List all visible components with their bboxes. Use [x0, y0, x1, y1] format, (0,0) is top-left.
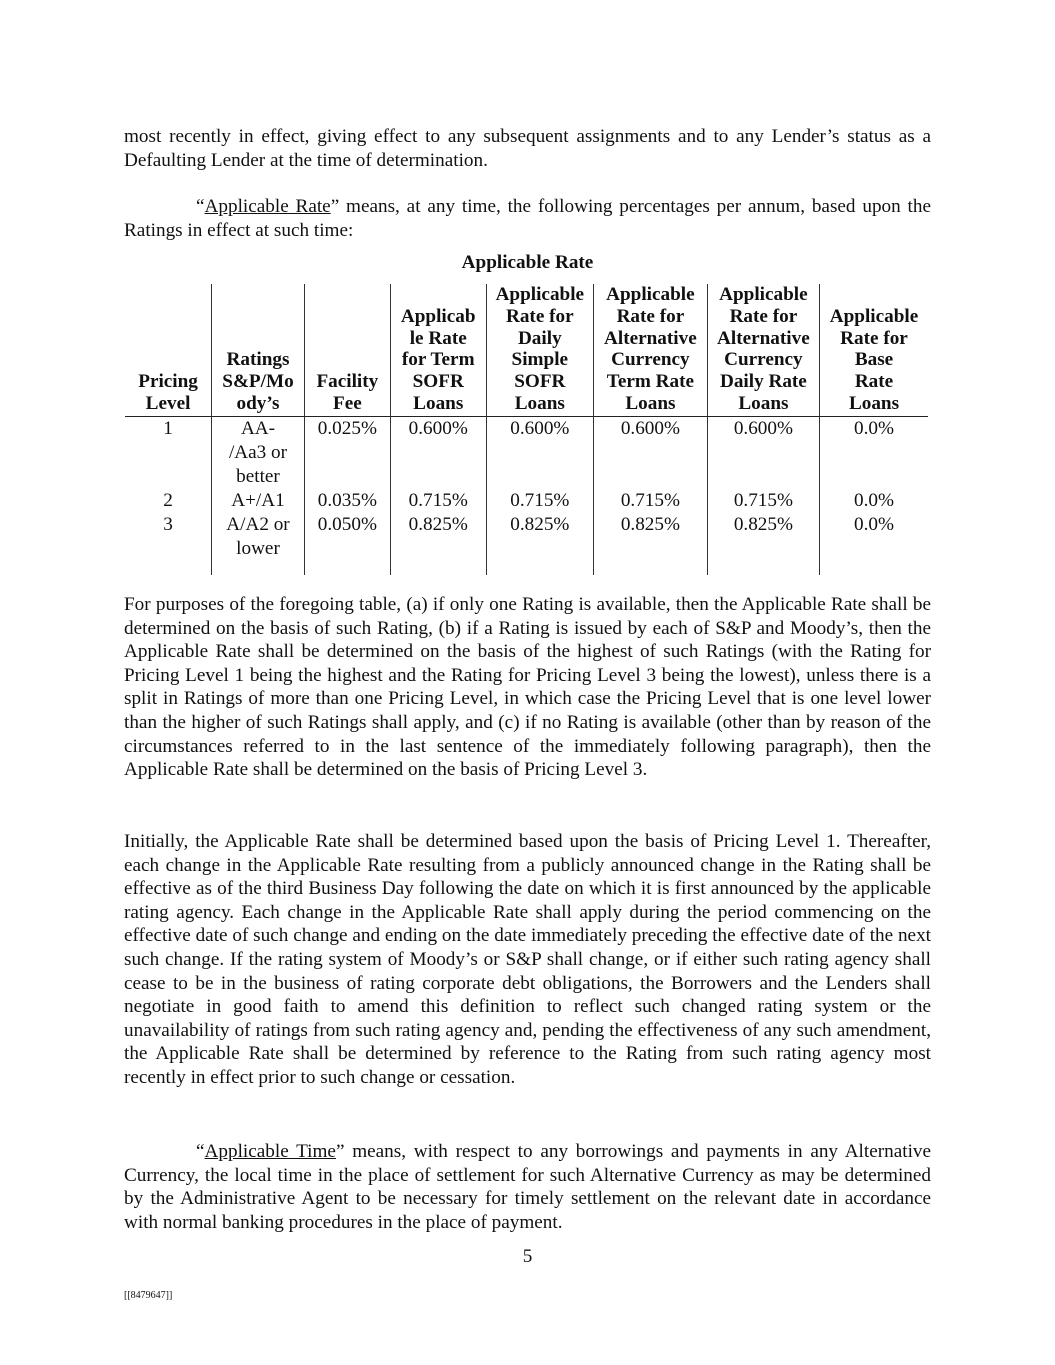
- cell-alt-currency-daily: 0.825%: [707, 513, 819, 575]
- cell-facility-fee: 0.050%: [304, 513, 390, 575]
- cell-term-sofr: 0.825%: [390, 513, 486, 575]
- cell-rating: AA- /Aa3 or better: [212, 416, 305, 489]
- cell-level: 3: [163, 513, 173, 535]
- header-term-sofr: Applicab le Rate for Term SOFR Loans: [390, 284, 486, 416]
- header-ratings: Ratings S&P/Mo ody’s: [212, 284, 305, 416]
- cell-level: 1: [163, 417, 173, 439]
- cell-facility-fee: 0.035%: [304, 489, 390, 513]
- cell-daily-simple-sofr: 0.715%: [486, 489, 593, 513]
- cell-alt-currency-daily: 0.715%: [707, 489, 819, 513]
- initial-rate-paragraph: Initially, the Applicable Rate shall be determined based upon the basis of Pricing Level 1. Thereafter, each change in the Applicable Rate resulting from a publicly announced change in the Rating shall be effective as of the third Business Day following the date on which it is first announced by the applicable rating agency. Each change in the Applicable Rate shall apply during the period commencing on the effective date of such change and ending on the date immediately preceding the effective date of the next such change. If the rating system of Moody’s or S&P shall change, or if either such rating agency shall cease to be in the business of rating corporate debt obligations, the Borrowers and the Lenders shall negotiate in good faith to amend this definition to reflect such changed rating system or the unavailability of ratings from such rating agency and, pending the effectiveness of any such amendment, the Applicable Rate shall be determined by reference to the Rating from such rating agency most recently in effect prior to such change or cessation.: [124, 831, 931, 1088]
- header-alt-currency-daily: Applicable Rate for Alternative Currency Daily Rate Loans: [707, 284, 819, 416]
- foregoing-table-paragraph: For purposes of the foregoing table, (a) if only one Rating is available, then the Applicable Rate shall be determined on the basis of such Rating, (b) if a Rating is issued by each of S&P and Moody’s, then the Applicable Rate shall be determined on the basis of the highest of such Ratings (with the Rating for Pricing Level 1 being the highest and the Rating for Pricing Level 3 being the lowest), unless there is a split in Ratings of more than one Pricing Level, in which case the Pricing Level that is one level lower than the higher of such Ratings shall apply, and (c) if no Rating is available (other than by reason of the circumstances referred to in the last sentence of the immediately following paragraph), then the Applicable Rate shall be determined on the basis of Pricing Level 3.: [124, 594, 931, 781]
- cell-base-rate: 0.0%: [820, 489, 929, 513]
- cell-daily-simple-sofr: 0.600%: [486, 416, 593, 489]
- table-row: [125, 416, 928, 489]
- applicable-rate-definition: [124, 195, 931, 242]
- applicable-time-definition: [124, 1140, 931, 1234]
- cell-term-sofr: 0.715%: [390, 489, 486, 513]
- cell-facility-fee: 0.025%: [304, 416, 390, 489]
- cell-term-sofr: 0.600%: [390, 416, 486, 489]
- cell-daily-simple-sofr: 0.825%: [486, 513, 593, 575]
- definition-text: ” means, with respect to any borrowings and payments in any Alternative Currency, the local time in the place of settlement for such Alternative Currency as may be determined by the Administrative Agent to be necessary for timely settlement on the relevant date in accordance with normal banking procedures in the place of payment.: [124, 1141, 932, 1233]
- header-base-rate: Applicable Rate for Base Rate Loans: [820, 284, 929, 416]
- cell-base-rate: 0.0%: [820, 513, 929, 575]
- cell-level: 2: [163, 489, 173, 511]
- cell-alt-currency-daily: 0.600%: [707, 416, 819, 489]
- defined-term-applicable-rate: Applicable Rate: [204, 196, 331, 217]
- header-pricing-level: Pricing Level: [125, 284, 212, 416]
- cell-base-rate: 0.0%: [820, 416, 929, 489]
- defined-term-applicable-time: Applicable Time: [204, 1141, 336, 1162]
- cell-alt-currency-term: 0.715%: [594, 489, 708, 513]
- open-quote: “: [196, 1141, 205, 1162]
- cell-alt-currency-term: 0.600%: [594, 416, 708, 489]
- header-facility-fee: Facility Fee: [304, 284, 390, 416]
- applicable-rate-table: [125, 284, 928, 575]
- header-daily-simple-sofr: Applicable Rate for Daily Simple SOFR Loans: [486, 284, 593, 416]
- open-quote: “: [196, 196, 205, 217]
- cell-rating: A+/A1: [212, 489, 305, 513]
- cell-rating: A/A2 or lower: [212, 513, 305, 575]
- header-alt-currency-term: Applicable Rate for Alternative Currency Term Rate Loans: [594, 284, 708, 416]
- table-row: [125, 513, 928, 575]
- cell-alt-currency-term: 0.825%: [594, 513, 708, 575]
- table-row: [125, 489, 928, 513]
- table-header-row: [125, 284, 928, 416]
- definition-text: ” means, at any time, the following percentages per annum, based upon the Ratings in effect at such time:: [124, 196, 931, 241]
- page-number: 5: [522, 1246, 533, 1267]
- top-fragment-paragraph: most recently in effect, giving effect to any subsequent assignments and to any Lender’s status as a Defaulting Lender at the time of determination.: [124, 126, 931, 171]
- document-id: [[8479647]]: [124, 1290, 173, 1301]
- table-title: Applicable Rate: [461, 252, 594, 273]
